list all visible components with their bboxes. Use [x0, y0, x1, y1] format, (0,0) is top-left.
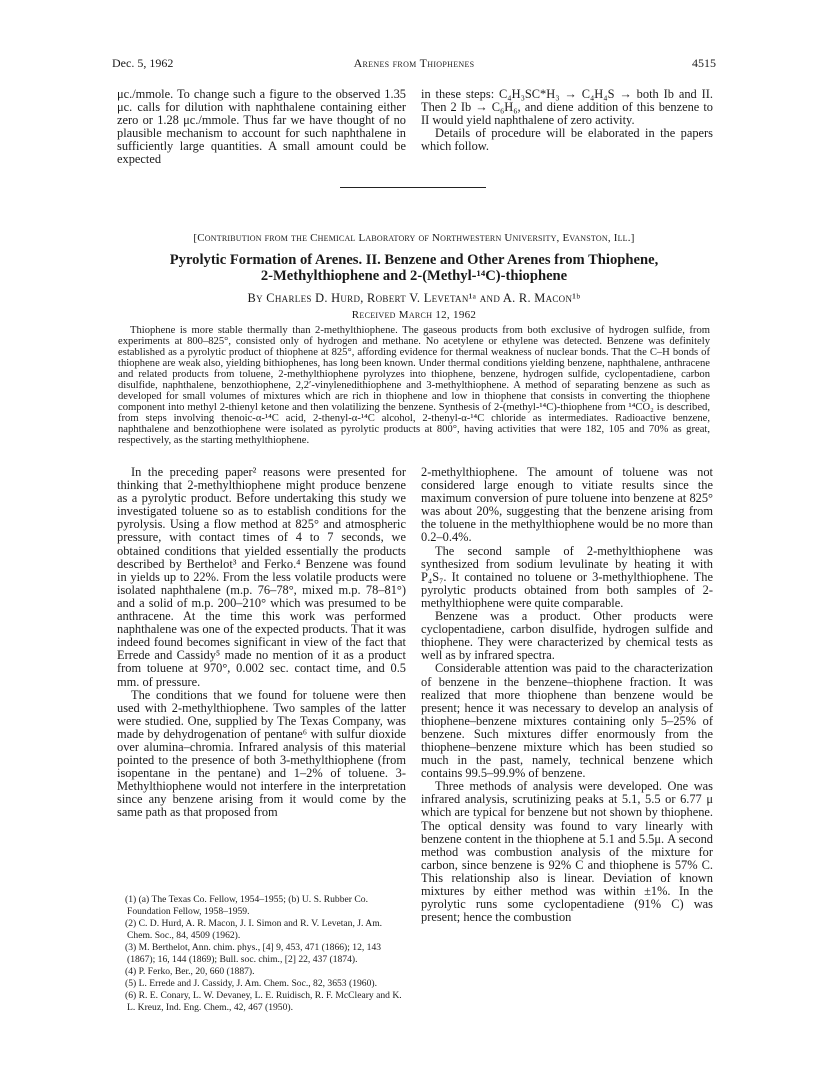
section-divider [340, 187, 486, 188]
abstract-text: Thiophene is more stable thermally than 2-methylthiophene. The gaseous products from both exclusive of hydrogen sulfide, from experiments at 800–825°, consisted only of hydrogen and methane. No acetylene or ethylene was detected. Benzene was definitely established as a pyrolytic product of thiophene at 825°, affording evidence for thermal weakness of nuclear bonds. That the C–H bonds of thiophene are weak also, yielding bithiophenes, has long been known. Under thermal conditions yielding benzene, naphthalene, anthracene and related products from toluene, 2-methylthiophene pyrolyzes into thiophene, benzene, hydrogen sulfide, cyclopentadiene, carbon disulfide, naphthalene, benzothiophene, 2,2′-vinylenedithiophene and 3-methylthiophene. A method of separating benzene as such as developed for small volumes of mixtures which are rich in thiophene and low in thiophene that consists in converting the thiophene component into methyl 2-thienyl ketone and then volatilizing the benzene. Synthesis of 2-(methyl-¹⁴C)-thiophene from ¹⁴CO₂ is described, from steps involving thenoic-α-¹⁴C acid, 2-thenyl-α-¹⁴C alcohol, 2-thenyl-α-¹⁴C chloride as intermediates. Radioactive benzene, naphthalene and benzothiophene were isolated as pyrolytic products at 800°, having activities that were 182, 105 and 70% as great, respectively, as the starting methylthiophene. [118, 325, 710, 446]
continued-text-right [421, 88, 713, 153]
paragraph: Benzene was a product. Other products were cyclopentadiene, carbon disulfide, hydrogen sulfide and thiophene. They were characterized by chemical tests as well as by infrared spectra. [421, 609, 713, 663]
header-date: Dec. 5, 1962 [112, 56, 174, 70]
contribution-line: [Contribution from the Chemical Laboratory of Northwestern University, Evanston, Ill.] [193, 232, 635, 244]
body-column-right [421, 466, 713, 924]
footnote: (1) (a) The Texas Co. Fellow, 1954–1955; (b) U. S. Rubber Co. Foundation Fellow, 1958–1959. [125, 894, 368, 917]
author-line: By Charles D. Hurd, Robert V. Levetan¹ᵃ and A. R. Macon¹ᵇ [247, 291, 581, 305]
paragraph: The conditions that we found for toluene were then used with 2-methylthiophene. Two samples of the latter were studied. One, supplied by The Texas Company, was made by dehydrogenation of pentane⁶ with sulfur dioxide over alumina–chromia. Infrared analysis of this material pointed to the presence of both 3-methylthiophene (from isopentane in the pentane) and 1–2% of toluene. 3-Methylthiophene would not interfere in the interpretation since any benzene arising from it would come by the same path as that proposed from [117, 687, 406, 820]
title-line: 2-Methylthiophene and 2-(Methyl-¹⁴C)-thiophene [260, 268, 568, 284]
body-column-left [117, 466, 406, 820]
footnote: (3) M. Berthelot, Ann. chim. phys., [4] 9, 453, 471 (1866); 12, 143 (1867); 16, 144 (1869); Bull. soc. chim., [2] 22, 437 (1874). [125, 942, 382, 965]
footnote: (2) C. D. Hurd, A. R. Macon, J. I. Simon and R. V. Levetan, J. Am. Chem. Soc., 84, 4509 (1962). [125, 918, 383, 941]
paragraph: Considerable attention was paid to the characterization of benzene in the benzene–thiophene fraction. It was realized that more thiophene than benzene would be present; hence it was necessary to develop an analysis of thiophene–benzene mixtures containing only 5–25% of benzene. Such mixtures differ enormously from the thiophene–benzene mixture which has been studied so much in the past, namely, technical benzene which contains 99.5–99.9% of benzene. [421, 661, 713, 781]
running-header [112, 56, 716, 74]
footnote: (4) P. Ferko, Ber., 20, 660 (1887). [125, 966, 255, 977]
paragraph: μc./mmole. To change such a figure to the observed 1.35 μc. calls for dilution with naphthalene containing either zero or 1.28 μc./mmole. Thus far we have thought of no plausible mechanism to account for such naphthalene in sufficiently large quantities. A small amount could be expected [117, 87, 406, 167]
abstract [118, 325, 710, 446]
article-title [112, 252, 716, 284]
paragraph: In the preceding paper² reasons were presented for thinking that 2-methylthiophene might produce benzene as a pyrolytic product. Before undertaking this study we investigated toluene so as to establish conditions for the pyrolysis. Using a flow method at 825° and atmospheric pressure, with contact times of 4 to 7 seconds, we obtained conditions that yielded essentially the products described by Berthelot³ and Ferko.⁴ Benzene was found in yields up to 22%. From the less volatile products were isolated naphthalene (m.p. 76–78°, mixed m.p. 78–81°) and a solid of m.p. 200–210° which was presumed to be anthracene. At the time this work was performed naphthalene was one of the expected products. That it was indeed found becomes significant in view of the fact that Errede and Cassidy⁵ made no mention of it as a product from toluene at 970°, 0.002 sec. contact time, and 0.5 mm. of pressure. [117, 465, 406, 689]
paragraph: Three methods of analysis were developed. One was infrared analysis, scrutinizing peaks at 5.1, 5.5 or 6.77 μ which are typical for benzene but not shown by thiophene. The optical density was found to vary linearly with benzene content in the thiophene at 5.1 and 5.5μ. A second method was combustion analysis of the mixture for carbon, since benzene is 92% C and thiophene is 57% C. This relationship also is linear. Deviation of known mixtures by either method was within ±1%. In the pyrolytic runs some cyclopentadiene (91% C) was present; hence the combustion [421, 779, 713, 925]
paragraph: in these steps: C₄H₃SC*H₃ → C₄H₄S → both Ib and II. Then 2 Ib → C₆H₆, and diene addition of this benzene to II would yield naphthalene of zero activity. [421, 87, 713, 128]
footnotes [117, 894, 406, 1014]
footnote: (6) R. E. Conary, L. W. Devaney, L. E. Ruidisch, R. F. McCleary and K. L. Kreuz, Ind. Eng. Chem., 42, 467 (1950). [125, 990, 402, 1013]
continued-text-left [117, 88, 406, 167]
footnote: (5) L. Errede and J. Cassidy, J. Am. Chem. Soc., 82, 3653 (1960). [125, 978, 377, 989]
paragraph: The second sample of 2-methylthiophene was synthesized from sodium levulinate by heating it with P₄S₇. It contained no toluene or 3-methylthiophene. The pyrolytic products obtained from both samples of 2-methylthiophene were quite comparable. [421, 543, 713, 610]
header-page-number: 4515 [692, 56, 716, 70]
received-date: Received March 12, 1962 [351, 309, 477, 321]
header-running-title: Arenes from Thiophenes [353, 56, 475, 70]
paragraph: 2-methylthiophene. The amount of toluene was not considered large enough to vitiate results since the maximum conversion of pure toluene into benzene at 825° was about 20%, suggesting that the benzene arising from the toluene in the methylthiophene would be no more than 0.2–0.4%. [421, 465, 713, 545]
title-line: Pyrolytic Formation of Arenes. II. Benzene and Other Arenes from Thiophene, [169, 252, 659, 268]
paragraph: Details of procedure will be elaborated in the papers which follow. [421, 126, 713, 154]
